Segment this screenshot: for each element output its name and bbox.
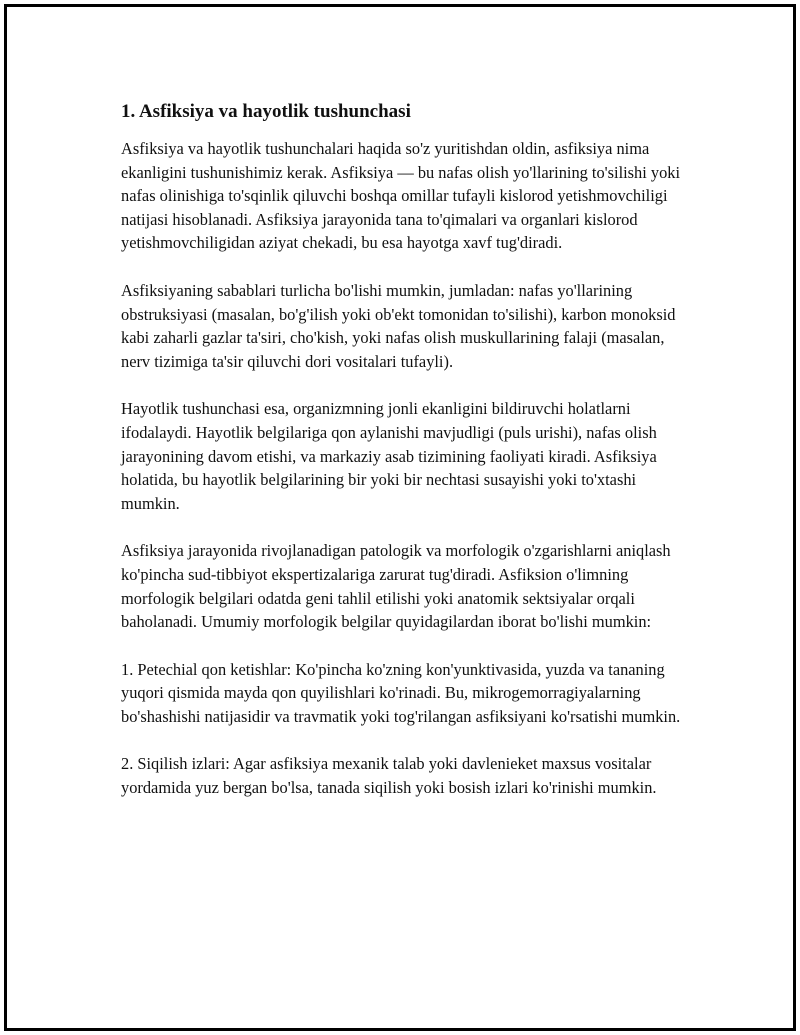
paragraph-vitality-concept: Hayotlik tushunchasi esa, organizmning jonli ekanligini bildiruvchi holatlarni ifodalaydi. Hayotlik belgilariga qon aylanishi mavjudligi (puls urishi), nafas olish jarayonining davom etishi, va markaziy asab tizimining faoliyati kiradi. Asfiksiya holatida, bu hayotlik belgilarining bir yoki bir nechtasi susayishi yoki to'xtashi mumkin. bbox=[121, 399, 657, 513]
paragraph-compression-marks: 2. Siqilish izlari: Agar asfiksiya mexanik talab yoki davlenieket maxsus vositalar yordamida yuz bergan bo'lsa, tanada siqilish yoki bosish izlari ko'rinishi mumkin. bbox=[121, 754, 657, 798]
document-body bbox=[121, 99, 696, 800]
paragraph-morphological-changes: Asfiksiya jarayonida rivojlanadigan patologik va morfologik o'zgarishlarni aniqlash ko'pincha sud-tibbiyot ekspertizalariga zarurat tug'diradi. Asfiksion o'limning morfologik belgilari odatda geni tahlil etilishi yoki anatomik sektsiyalar orqali baholanadi. Umumiy morfologik belgilar quyidagilardan iborat bo'lishi mumkin: bbox=[121, 541, 671, 632]
paragraph-asphyxia-causes: Asfiksiyaning sabablari turlicha bo'lishi mumkin, jumladan: nafas yo'llarining obstruksiyasi (masalan, bo'g'ilish yoki ob'ekt tomonidan to'silishi), karbon monoksid kabi zaharli gazlar ta'siri, cho'kish, yoki nafas olish muskullarining falaji (masalan, nerv tizimiga ta'sir qiluvchi dori vositalari tufayli). bbox=[121, 280, 676, 371]
paragraph-asphyxia-definition: Asfiksiya va hayotlik tushunchalari haqida so'z yuritishdan oldin, asfiksiya nima ekanligini tushunishimiz kerak. Asfiksiya — bu nafas olish yo'llarining to'silishi yoki nafas olinishiga to'sqinlik qiluvchi boshqa omillar tufayli kislorod yetishmovchiligi natijasi hisoblanadi. Asfiksiya jarayonida tana to'qimalari va organlari kislorod yetishmovchiligidan aziyat chekadi, bu esa hayotga xavf tug'diradi. bbox=[121, 139, 681, 253]
document-page bbox=[4, 4, 796, 1031]
paragraph-petechial-hemorrhages: 1. Petechial qon ketishlar: Ko'pincha ko'zning kon'yunktivasida, yuzda va tananing yuqori qismida mayda qon quyilishlari ko'rinadi. Bu, mikrogemorragiyalarning bo'shashishi natijasidir va travmatik yoki tog'rilangan asfiksiyani ko'rsatishi mumkin. bbox=[121, 659, 681, 726]
section-heading: 1. Asfiksiya va hayotlik tushunchasi bbox=[121, 101, 411, 122]
